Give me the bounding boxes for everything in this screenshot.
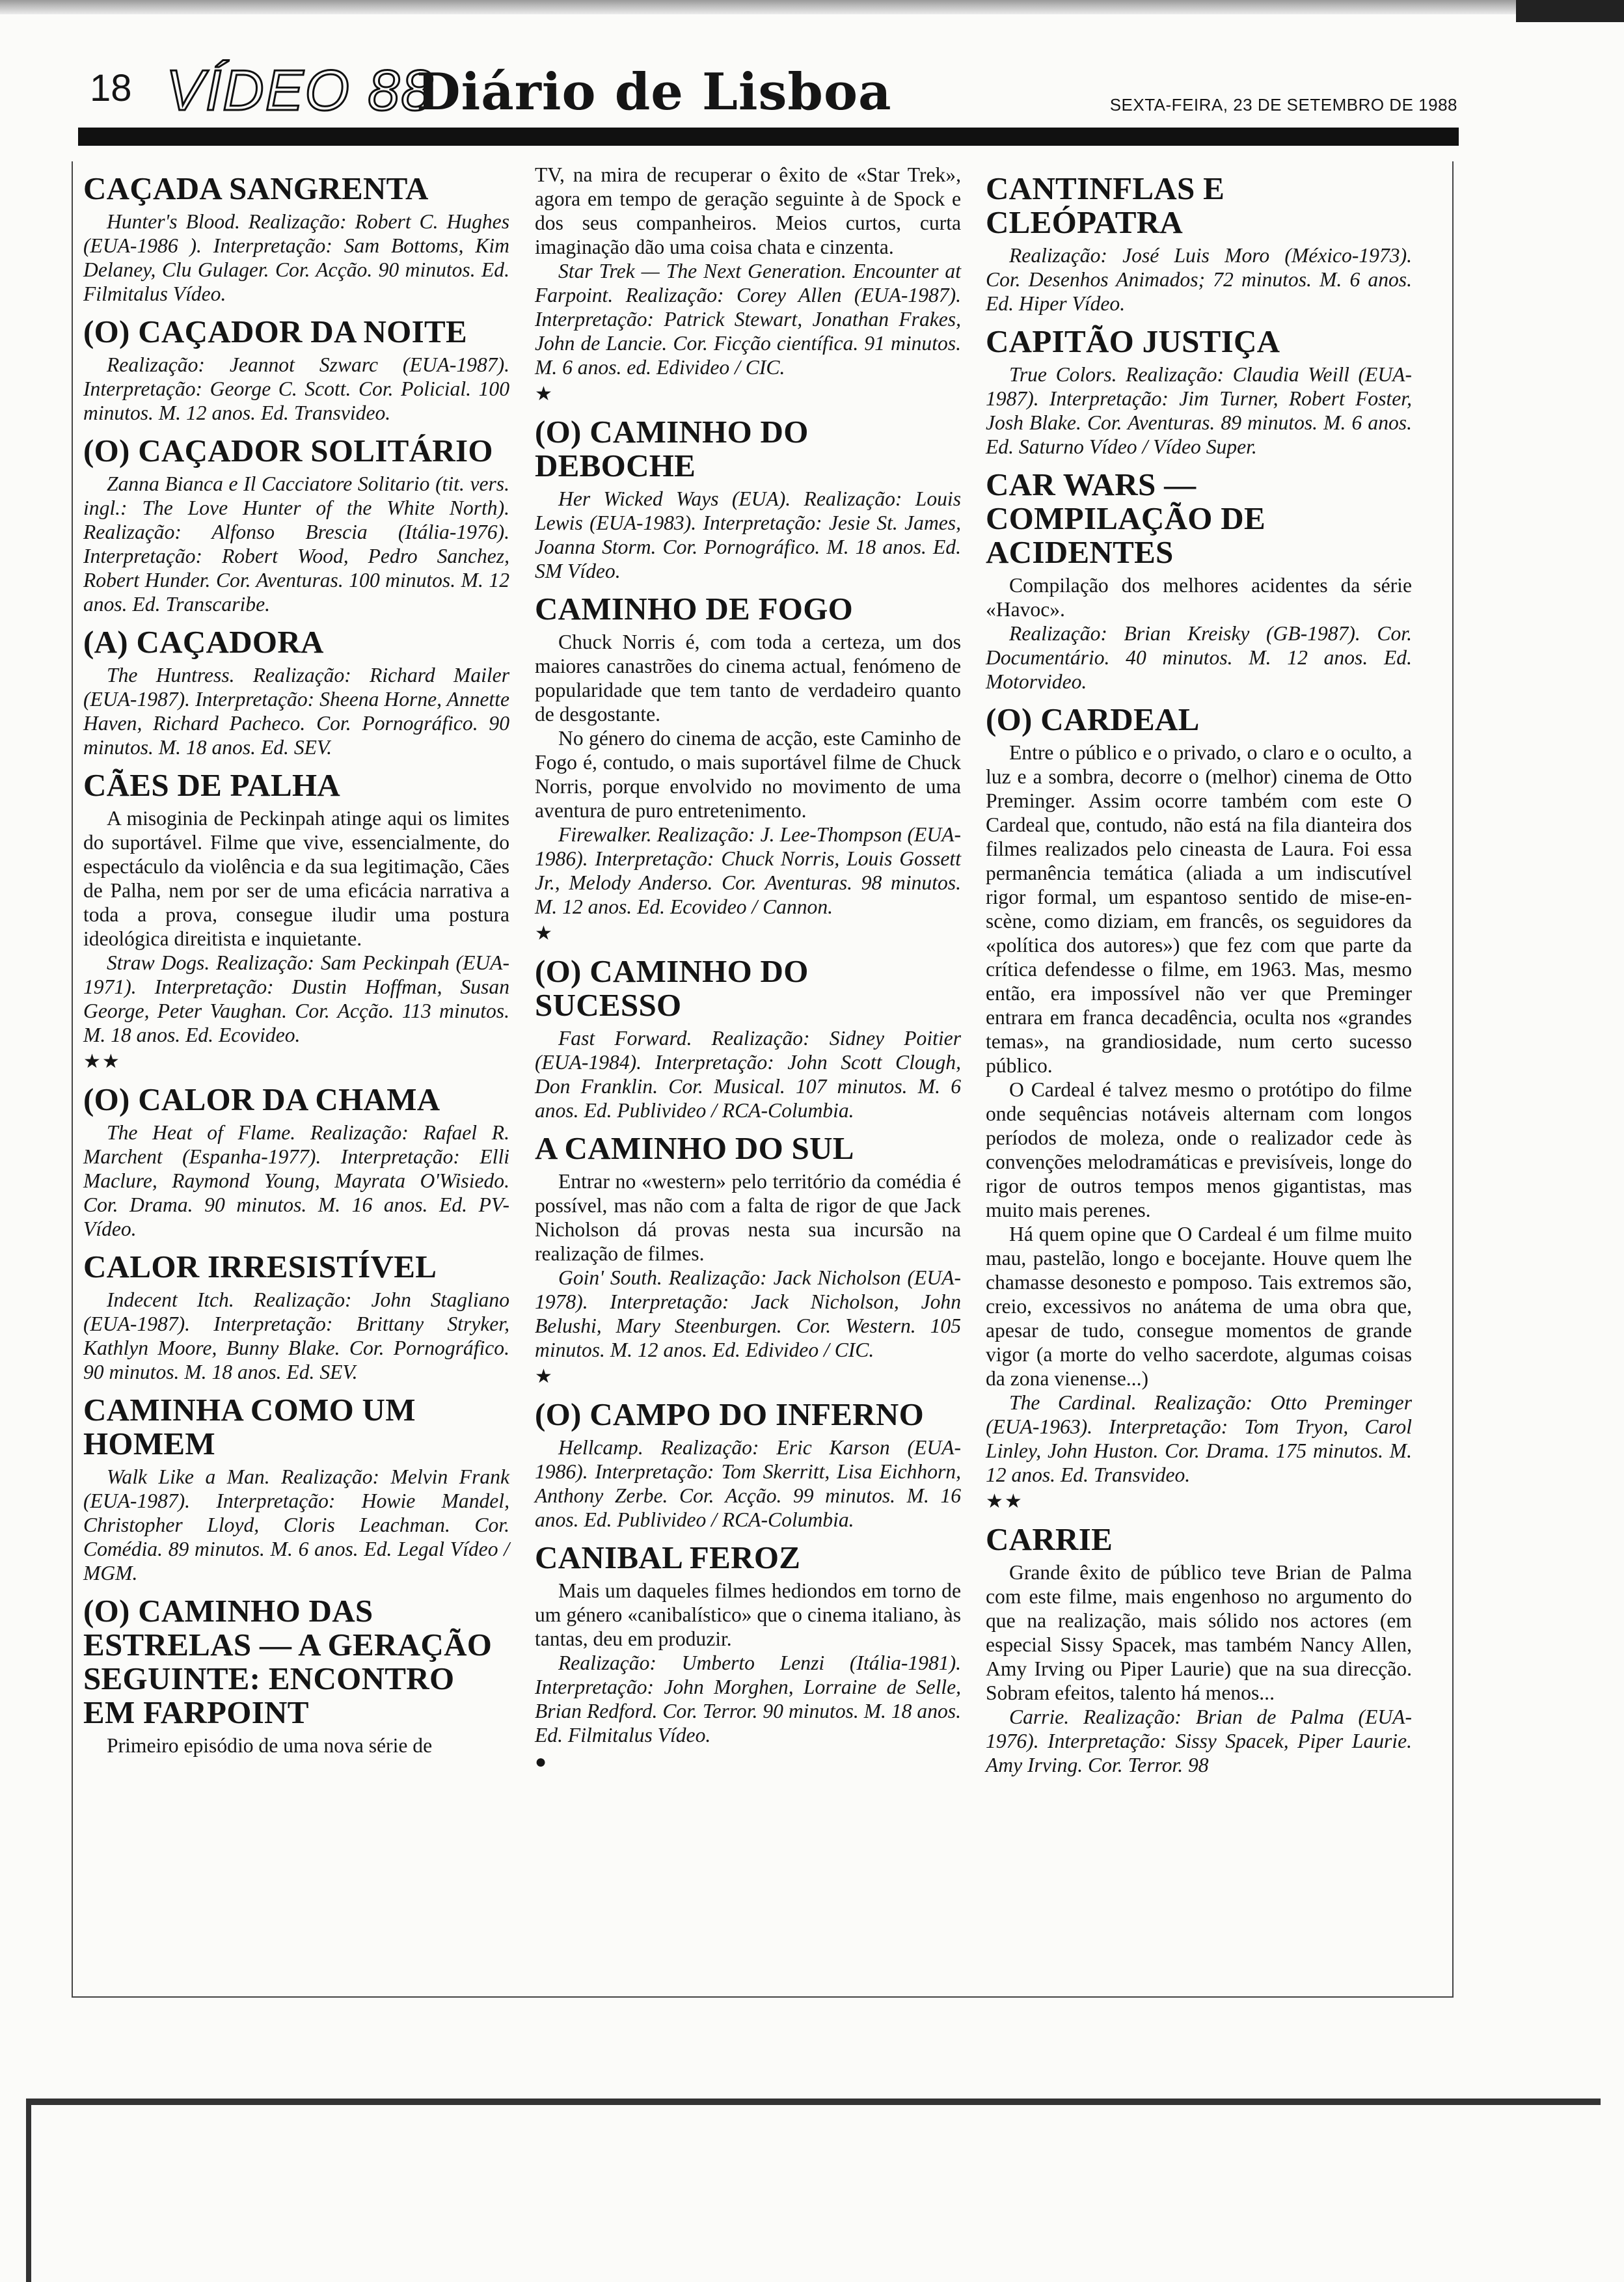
column-3 xyxy=(986,163,1412,1780)
entry-review: O Cardeal é talvez mesmo o protótipo do filme onde sequências notáveis alternam com longos períodos de moleza, onde o realizador cede às convenções melodramáticas e previsíveis, longe do rigor de outros tempos menos gigantistas, mas muito mais perenes. xyxy=(986,1078,1412,1221)
entry-credit: The Huntress. Realização: Richard Mailer (EUA-1987). Interpretação: Sheena Horne, Annette Haven, Richard Pacheco. Cor. Pornográfico. 90 minutos. M. 18 anos. Ed. SEV. xyxy=(83,664,509,759)
entry-credit: Star Trek — The Next Generation. Encounter at Farpoint. Realização: Corey Allen (EUA-1987). Interpretação: Patrick Stewart, Jonathan Frakes, John de Lancie. Cor. Ficção científica. 91 minutos. M. 6 anos. ed. Edivideo / CIC. xyxy=(535,260,961,379)
entry-credit: Firewalker. Realização: J. Lee-Thompson (EUA-1986). Interpretação: Chuck Norris, Louis Gossett Jr., Melody Anderso. Cor. Aventuras. 98 minutos. M. 12 anos. Ed. Ecovideo / Cannon. xyxy=(535,823,961,918)
entry-review: Grande êxito de público teve Brian de Palma com este filme, mais engenhoso no argumento do que na realização, mais sólido nos actores (em especial Sissy Spacek, mas também Nancy Allen, Amy Irving ou Piper Laurie) que na sua direcção. Sobram efeitos, talento há menos... xyxy=(986,1561,1412,1704)
rating-stars: ★★ xyxy=(83,1051,121,1072)
scan-corner xyxy=(1516,0,1624,22)
entry-review: Há quem opine que O Cardeal é um filme muito mau, pastelão, longo e bocejante. Houve quem lhe chamasse desonesto e pomposo. Tais extremos são, creio, excessivos no anátema de uma obra que, apesar de tudo, consegue momentos de grande vigor (a morte do velho sacerdote, algumas coisas da zona vienense...) xyxy=(986,1223,1412,1390)
entry-title: (O) CAMINHO DO SUCESSO xyxy=(535,953,809,1023)
header-date: SEXTA-FEIRA, 23 DE SETEMBRO DE 1988 xyxy=(1109,95,1457,115)
entry-credit: Hunter's Blood. Realização: Robert C. Hughes (EUA-1986 ). Interpretação: Sam Bottoms, Kim Delaney, Clu Gulager. Cor. Acção. 90 minutos. Ed. Filmitalus Vídeo. xyxy=(83,210,509,305)
entry-credit: Her Wicked Ways (EUA). Realização: Louis Lewis (EUA-1983). Interpretação: Jesie St. James, Joanna Storm. Cor. Pornográfico. M. 18 anos. Ed. SM Vídeo. xyxy=(535,487,961,582)
entry-title: CAPITÃO JUSTIÇA xyxy=(986,323,1280,359)
entry-credit: Realização: Brian Kreisky (GB-1987). Cor. Documentário. 40 minutos. M. 12 anos. Ed. Motorvideo. xyxy=(986,622,1412,693)
entry-title: (A) CAÇADORA xyxy=(83,624,324,660)
entry-title: CALOR IRRESISTÍVEL xyxy=(83,1249,437,1284)
page-number: 18 xyxy=(90,67,132,109)
entry-title: CANIBAL FEROZ xyxy=(535,1540,801,1575)
entry-title: CAMINHO DE FOGO xyxy=(535,591,854,627)
entry-title: CARRIE xyxy=(986,1521,1113,1557)
entry-title: (O) CARDEAL xyxy=(986,701,1200,737)
entry-credit: Goin' South. Realização: Jack Nicholson (EUA-1978). Interpretação: Jack Nicholson, John Belushi, Mary Steenburgen. Cor. Western. 105 minutos. M. 12 anos. Ed. Edivideo / CIC. xyxy=(535,1266,961,1361)
scan-edge-bottom xyxy=(26,2099,1601,2105)
entry-credit: The Heat of Flame. Realização: Rafael R. Marchent (Espanha-1977). Interpretação: Elli Maclure, Raymond Young, Mayrata O'Wisiedo. Cor. Drama. 90 minutos. M. 16 anos. Ed. PV-Vídeo. xyxy=(83,1121,509,1240)
entry-credit: Realização: Jeannot Szwarc (EUA-1987). Interpretação: George C. Scott. Cor. Policial. 100 minutos. M. 12 anos. Ed. Transvideo. xyxy=(83,353,509,424)
entry-credit: Realização: José Luis Moro (México-1973). Cor. Desenhos Animados; 72 minutos. M. 6 anos. Ed. Hiper Vídeo. xyxy=(986,244,1412,315)
entry-review: Mais um daqueles filmes hediondos em torno de um género «canibalístico» que o cinema italiano, às tantas, deu em produzir. xyxy=(535,1579,961,1650)
rating-stars: ★ xyxy=(535,383,554,405)
scan-edge-left xyxy=(26,2099,31,2282)
entry-review: Compilação dos melhores acidentes da série «Havoc». xyxy=(986,574,1412,621)
entry-credit: True Colors. Realização: Claudia Weill (EUA-1987). Interpretação: Jim Turner, Robert Foster, Josh Blake. Cor. Aventuras. 89 minutos. M. 6 anos. Ed. Saturno Vídeo / Vídeo Super. xyxy=(986,363,1412,458)
entry-title: (O) CAÇADOR SOLITÁRIO xyxy=(83,433,493,469)
header-rule xyxy=(78,128,1459,146)
entry-review: Entre o público e o privado, o claro e o oculto, a luz e a sombra, decorre o (melhor) cinema de Otto Preminger. Assim ocorre também com este O Cardeal que, contudo, não está na fila dianteira dos filmes realizados pelo cineasta de Laura. Foi essa permanência temática (aliada a um indiscutível rigor formal, um espantoso sentido de mise-en-scène, como diziam, em francês, os seguidores da «política dos autores») que fez com que parte da crítica defendesse o filme, em 1963. Mas, mesmo então, era impossível não ver que Preminger entrara em franca decadência, oculta nos «grandes temas», na grandiosidade, num certo sucesso público. xyxy=(986,741,1412,1077)
entry-review: Primeiro episódio de uma nova série de xyxy=(107,1734,433,1757)
entry-title: CÃES DE PALHA xyxy=(83,767,341,803)
entry-title: CAR WARS — COMPILAÇÃO DE ACIDENTES xyxy=(986,467,1265,570)
column-1 xyxy=(83,163,509,1758)
entry-title: CANTINFLAS E CLEÓPATRA xyxy=(986,170,1225,240)
entry-credit: Indecent Itch. Realização: John Stagliano (EUA-1987). Interpretação: Brittany Stryker, Kathlyn Moore, Bunny Blake. Cor. Pornográfico. 90 minutos. M. 18 anos. Ed. SEV. xyxy=(83,1288,509,1383)
entry-credit: Walk Like a Man. Realização: Melvin Frank (EUA-1987). Interpretação: Howie Mandel, Christopher Lloyd, Cloris Leachman. Cor. Comédia. 89 minutos. M. 6 anos. Ed. Legal Vídeo / MGM. xyxy=(83,1465,509,1584)
entry-title: (O) CAÇADOR DA NOITE xyxy=(83,314,467,349)
entry-title: (O) CAMPO DO INFERNO xyxy=(535,1396,925,1432)
section-logo: VÍDEO 88 xyxy=(166,58,435,122)
masthead xyxy=(78,57,1457,135)
entry-review: Chuck Norris é, com toda a certeza, um dos maiores canastrões do cinema actual, fenómeno de popularidade que tem tanto de verdadeiro quanto de desgostante. xyxy=(535,631,961,726)
entry-review: No género do cinema de acção, este Caminho de Fogo é, contudo, o mais suportável filme de Chuck Norris, porque envolvido no movimento de uma aventura de puro entretenimento. xyxy=(535,727,961,822)
entry-credit: Carrie. Realização: Brian de Palma (EUA-1976). Interpretação: Sissy Spacek, Piper Laurie. Amy Irving. Cor. Terror. 98 xyxy=(986,1705,1412,1776)
entry-title: (O) CALOR DA CHAMA xyxy=(83,1081,440,1117)
newspaper-name: Diário de Lisboa xyxy=(416,62,892,122)
column-2 xyxy=(535,163,961,1776)
scan-edge-top xyxy=(0,0,1624,14)
entry-title: (O) CAMINHO DAS ESTRELAS — A GERAÇÃO SEGUINTE: ENCONTRO EM FARPOINT xyxy=(83,1593,493,1730)
rating-dot: ● xyxy=(535,1751,548,1773)
entry-credit: Fast Forward. Realização: Sidney Poitier (EUA-1984). Interpretação: John Scott Clough, Don Franklin. Cor. Musical. 107 minutos. M. 6 anos. Ed. Publivideo / RCA-Columbia. xyxy=(535,1027,961,1122)
entry-title: (O) CAMINHO DO DEBOCHE xyxy=(535,414,809,483)
entry-title: CAÇADA SANGRENTA xyxy=(83,170,429,206)
entry-review: A misoginia de Peckinpah atinge aqui os limites do suportável. Filme que vive, essencialmente, do espectáculo da violência e da sua legitimação, Cães de Palha, nem por ser de uma eficácia narrativa a toda a prova, consegue iludir uma postura ideológica direitista e inquietante. xyxy=(83,807,509,950)
entry-credit: The Cardinal. Realização: Otto Preminger (EUA-1963). Interpretação: Tom Tryon, Carol Linley, John Huston. Cor. Drama. 175 minutos. M. 12 anos. Ed. Transvideo. xyxy=(986,1391,1412,1486)
entry-credit: Hellcamp. Realização: Eric Karson (EUA-1986). Interpretação: Tom Skerritt, Lisa Eichhorn, Anthony Zerbe. Cor. Acção. 99 minutos. M. 16 anos. Ed. Publivideo / RCA-Columbia. xyxy=(535,1436,961,1531)
entry-review: TV, na mira de recuperar o êxito de «Star Trek», agora em tempo de geração seguinte à de Spock e dos seus companheiros. Meios curtos, curta imaginação dão uma coisa chata e cinzenta. xyxy=(535,163,961,258)
entry-credit: Zanna Bianca e Il Cacciatore Solitario (tit. vers. ingl.: The Love Hunter of the White North). Realização: Alfonso Brescia (Itália-1976). Interpretação: Robert Wood, Pedro Sanchez, Robert Hunder. Cor. Aventuras. 100 minutos. M. 12 anos. Ed. Transcaribe. xyxy=(83,472,509,616)
rating-stars: ★ xyxy=(535,1366,554,1387)
entry-credit: Realização: Umberto Lenzi (Itália-1981). Interpretação: John Morghen, Lorraine de Selle, Brian Redford. Cor. Terror. 90 minutos. M. 18 anos. Ed. Filmitalus Vídeo. xyxy=(535,1651,961,1746)
rating-stars: ★★ xyxy=(986,1491,1023,1512)
entry-title: A CAMINHO DO SUL xyxy=(535,1130,854,1166)
entry-review: Entrar no «western» pelo território da comédia é possível, mas não com a falta de rigor de que Jack Nicholson dá provas nesta sua incursão na realização de filmes. xyxy=(535,1170,961,1265)
entry-title: CAMINHA COMO UM HOMEM xyxy=(83,1392,416,1461)
rating-stars: ★ xyxy=(535,923,554,944)
entry-credit: Straw Dogs. Realização: Sam Peckinpah (EUA-1971). Interpretação: Dustin Hoffman, Susan George, Peter Vaughan. Cor. Acção. 113 minutos. M. 18 anos. Ed. Ecovideo. xyxy=(83,951,509,1046)
